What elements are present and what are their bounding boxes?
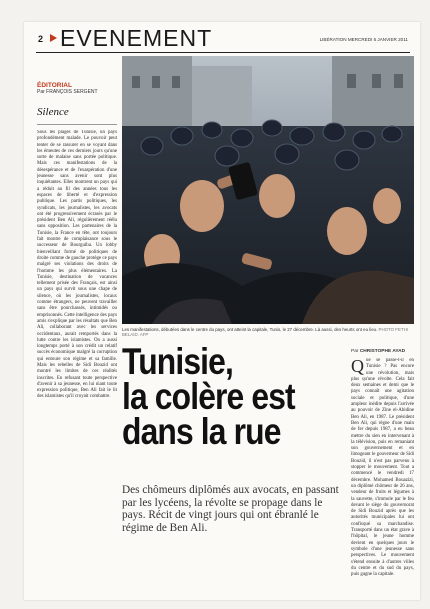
photo-caption [122,327,414,337]
news-photo [122,56,414,324]
editorial-label: ÉDITORIAL [37,82,72,89]
page-header [24,22,420,52]
editorial-author: Par FRANÇOIS SERGENT [37,89,98,95]
caption-text: Les manifestations, débutées dans le centre du pays, ont atteint la capitale, Tunis, le 27 décembre. Là aussi, des heurts ont eu lieu. [122,327,378,332]
article-body-text: ue se passe-t-il en Tunisie ? Pas encore une révolution, mais plus qu'une révolte. Cela fait deux semaines et demi que le pays connaît une agitation sociale et politique, d'une ampleur inédite depuis l'arrivée au pouvoir de Zine el-Abidine Ben Ali, en 1987. Le président Ben Ali, qui règne d'une main de fer depuis 1987, a eu beau mettre du sien en intervenant à la télévision, puis en remaniant son gouvernement et en limogeant le gouverneur de Sidi Bouzid, il n'est pas parvenu à stopper le mouvement. Tout a commencé le vendredi 17 décembre. Mohamed Bouazizi, un diplômé chômeur de 26 ans, vendeur de fruits et légumes à la sauvette, s'immole par le feu devant le siège du gouvernorat de Sidi Bouzid après que les autorités municipales lui ont confisqué sa marchandise. Transporté dans un état grave à l'hôpital, le jeune homme devient en quelques jours le symbole d'une jeunesse sans perspectives. Le mouvement s'étend ensuite à d'autres villes du centre et du sud du pays, puis gagne la capitale. [351,358,414,578]
editorial-title: Silence [37,106,69,118]
editorial-divider [37,124,117,125]
protest-crowd-image [122,56,414,324]
photo-credit: PHOTO FETHI BELAID. AFP [122,327,408,337]
drop-cap: Q [351,358,364,376]
dateline: LIBÉRATION MERCREDI 5 JANVIER 2011 [319,37,408,42]
byline-prefix: Par [351,349,359,354]
byline-name: CHRISTOPHE AYAD [359,349,406,354]
section-title: EVENEMENT [60,25,213,51]
headline-line-2: la colère est [122,376,295,417]
header-rule [36,52,410,53]
article-byline [351,349,405,354]
page-number: 2 [38,34,44,44]
section-arrow-icon [50,34,57,42]
editorial-body: Sous les plages de Tunisie, un pays profondément malade. Le pouvoir peut tenter de se rassurer en se voyant dans les émeutes de ces derniers jours qu'une sorte de malaise sans portée politique. Mais ces manifestations de la désespérance et de l'exaspération d'une jeunesse sans avenir sont plus inquiétantes. Elles montrent un pays qui a réduit au fil des années tous les espaces de liberté et d'expression publique. Les partis politiques, les syndicats, les journalistes, les avocats ont été progressivement écrasés par le président Ben Ali, régulièrement réélu sans opposition. Les partenaires de la Tunisie, la France en tête, ont toujours fait montre de complaisance sous le successeur de Bourguiba. Un lobby bienveillant formé de politiques de droite comme de gauche protège ce pays malgré ses violations des droits de l'homme les plus élémentaires. La Tunisie, destination de vacances tellement prisée des Français, est ainsi un pays qui survit sous une chape de silence, où les journalistes, locaux comme étrangers, ne peuvent travailler sans être pourchassés, intimidés ou emprisonnés. Cette intelligence des pays amis s'explique par les résultats que Ben Ali, collaborant avec les services occidentaux, aurait remportés dans la lutte contre les islamistes. On a aussi longtemps porté à son crédit un relatif succès économique malgré la corruption qui entoure son régime et sa famille. Mais les rebelles de Sidi Bouzid ont montré les limites de ces réalités inscrites. En refusant toute perspective d'avenir à sa jeunesse, en lui niant toute expression politique, Ben Ali fait le lit des islamistes qu'il croyait combattre. [37,130,117,400]
newspaper-page [24,22,420,600]
headline-line-1: Tunisie, [122,341,233,382]
article-standfirst: Des chômeurs diplômés aux avocats, en passant par les lycéens, la révolte se propage dans le pays. Récit de vingt jours qui ont ébranlé le régime de Ben Ali. [122,484,339,534]
headline-line-3: dans la rue [122,411,281,452]
article-body [351,358,414,608]
article-headline [122,341,313,452]
